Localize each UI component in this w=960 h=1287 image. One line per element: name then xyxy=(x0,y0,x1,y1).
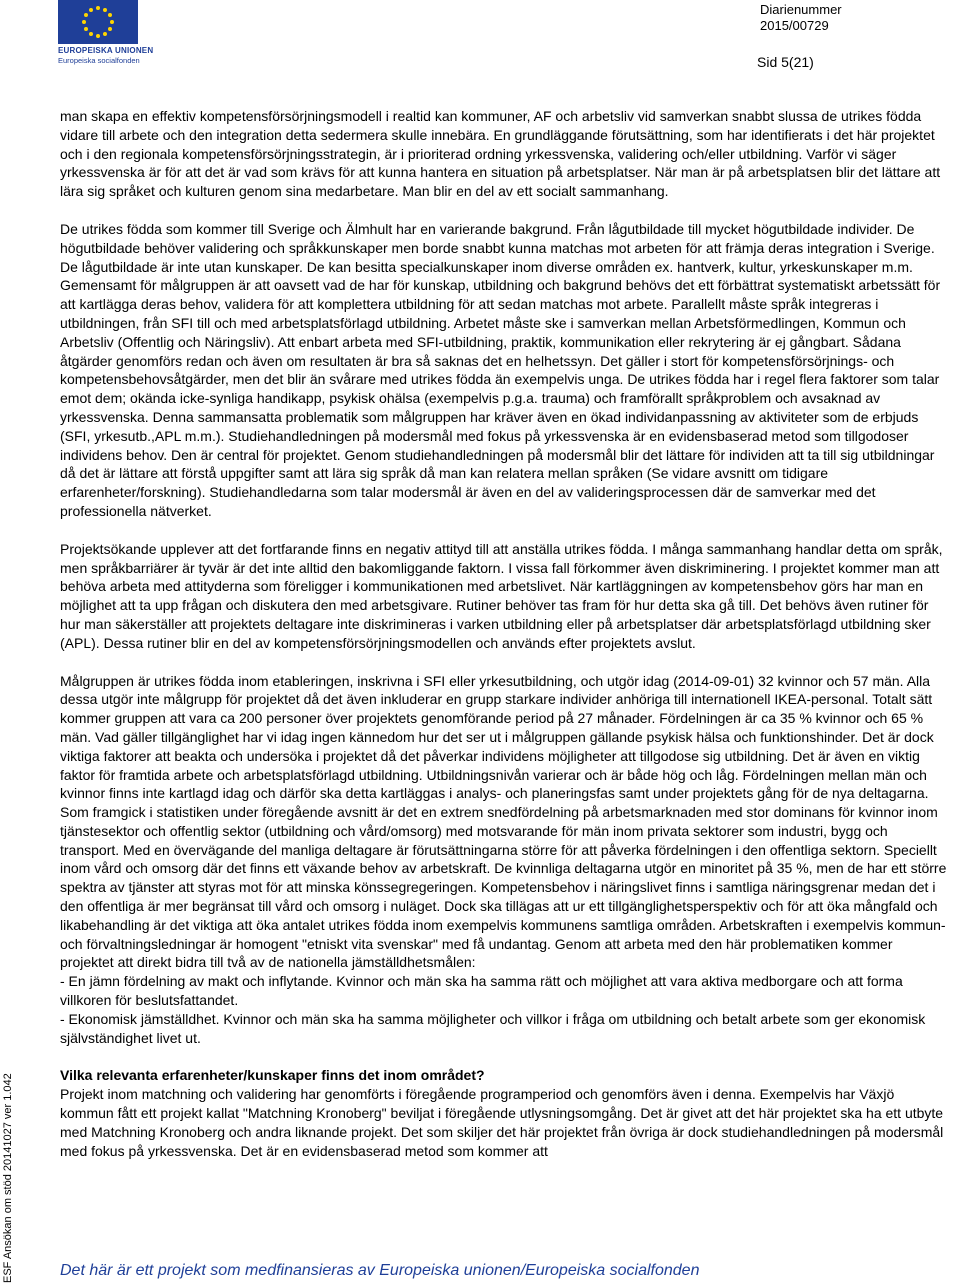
paragraph-5: Projekt inom matchning och validering har genomförts i föregående programperiod och genomförs även i denna. Exempelvis har Växjö kommun fått ett projekt kallat "Matchning Kronoberg" beviljat i föregående utlysningsomgång. Det är givet att det här projektet ska ha ett utbyte med Matchning Kronoberg och andra liknande projekt. Det som skiljer det här projektet från övriga är dock studiehandledningen på modersmål med fokus på yrkessvenska. Det är en evidensbaserad metod som kommer att xyxy=(60,1086,944,1159)
diarienummer-label: Diarienummer xyxy=(760,2,842,17)
page-number: Sid 5(21) xyxy=(757,54,814,70)
list-item-1: - En jämn fördelning av makt och inflytande. Kvinnor och män ska ha samma rätt och möjlighet att vara aktiva medborgare och att forma villkoren för beslutsfattandet. xyxy=(60,973,903,1009)
paragraph-2: De utrikes födda som kommer till Sverige och Älmhult har en varierande bakgrund. Från lågutbildade till mycket högutbildade individer. De högutbildade behöver validering och språkkunskaper men borde snabbt kunna matchas mot arbeten för att främja deras integration i Sverige. De lågutbildade är inte utan kunskaper. De kan besitta specialkunskaper inom diverse områden ex. hantverk, kultur, yrkeskunskaper m.m. Gemensamt för målgruppen är att oavsett vad de har för kunskap, utbildning och bakgrund behövs det ett förbättrat systematiskt arbetssätt för att kartlägga deras behov, validera för att komplettera utbildning för att sedan matchas mot arbete. Parallellt måste språk integreras i utbildningen, från SFI till och med arbetsplatsförlagd utbildning. Arbetet måste ske i samverkan mellan Arbetsförmedlingen, Kommun och Arbetsliv (Offentlig och Näringsliv). Att enbart arbeta med SFI-utbildning, praktik, kommunikation eller rekrytering är ej gångbart. Sådana åtgärder genomförs redan och även om resultaten är bra så saknas det en helhetssyn. Det gäller i stort för kompetensförsörjnings- och kompetensbehovsåtgärder, men det blir än svårare med utrikes födda än exempelvis unga. De utrikes födda har i regel flera faktorer som talar emot dem; okända icke-synliga handikapp, psykisk ohälsa (exempelvis p.g.a. trauma) och framförallt språkproblem och avsaknad av yrkessvenska. Denna sammansatta problematik som målgruppen har kräver även en ökad individanpassning av aktiviteter som de erbjuds (SFI, yrkesutb.,APL m.m.). Studiehandledningen på modersmål med fokus på yrkessvenska är en evidensbaserad metod som tillgodoser individens behov. Den är central för projektet. Genom studiehandledningen på modersmål blir det lättare för individen att ta till sig utbildningar då det är lättare att förstå uppgifter samt att lära sig språk då man kan relatera mellan språken (Se vidare avsnitt om tidigare erfarenheter/forskning). Studiehandledarna som talar modersmål är även en del av valideringsprocessen där de samverkar med det professionella nätverket. xyxy=(60,220,941,519)
list-item-2: - Ekonomisk jämställdhet. Kvinnor och män ska ha samma möjligheter och villkor i fråga om utbildning och betalt arbete som ger ekonomisk självständighet livet ut. xyxy=(60,1010,926,1046)
eu-logo-subtitle: Europeiska socialfonden xyxy=(58,56,140,65)
eu-flag-icon xyxy=(58,0,138,44)
eu-logo xyxy=(58,0,180,68)
side-version-text: ESF Ansökan om stöd 20141027 ver 1.042 xyxy=(2,1073,14,1283)
paragraph-1: man skapa en effektiv kompetensförsörjningsmodell i realtid kan kommuner, AF och arbetsliv vid samverkan snabbt slussa de utrikes födda vidare till arbete och den integration detta sedermera skulle innebära. En grundläggande förutsättning, som har identifierats i det här projektet och i den regionala kompetensförsörjningsstrategin, är i prioriterad ordning yrkessvenska, validering och/eller utbildning. Varför vi säger yrkessvenska är för att det är vad som krävs för att kunna hantera en situation på arbetsplatser. När man är på arbetsplatsen blir det lättare att lära sig språket och kulturen genom sina medarbetare. Man blir en del av ett socialt sammanhang. xyxy=(60,108,941,200)
footer-text: Det här är ett projekt som medfinansieras av Europeiska unionen/Europeiska socialfonden xyxy=(60,1262,700,1279)
paragraph-3: Projektsökande upplever att det fortfarande finns en negativ attityd till att anställa utrikes födda. I många sammanhang handlar detta om språk, men språkbarriärer är tyvär är det inte alltid den bakomliggande faktorn. I vissa fall förkommer även diskriminering. I projektet kommer man att behöva arbeta med attityderna som föreligger i kommunikationen med arbetslivet. När kartläggningen av kompetensbehov görs har man en möjlighet att ta upp frågan och diskutera den med arbetsgivare. Rutiner behöver tas fram för hur detta ska gå till. Det behövs även rutiner för hur man säkerställer att projektets deltagare inte diskrimineras i varken utbildning eller på arbetsplatser där arbetsplatsförlagd utbildning sker (APL). Dessa rutiner blir en del av kompetensförsörjningsmodellen och används efter projektets avslut. xyxy=(60,540,943,651)
section-heading: Vilka relevanta erfarenheter/kunskaper finns det inom området? xyxy=(60,1067,485,1084)
eu-logo-title: EUROPEISKA UNIONEN xyxy=(58,46,154,55)
document-body xyxy=(60,107,948,1160)
diarienummer-value: 2015/00729 xyxy=(760,18,829,33)
paragraph-4: Målgruppen är utrikes födda inom etableringen, inskrivna i SFI eller yrkesutbildning, och utgör idag (2014-09-01) 32 kvinnor och 57 män. Alla dessa utgör inte målgrupp för projektet då det även inkluderar en grupp starkare individer anhöriga till internationell IKEA-personal. Totalt sätt kommer gruppen att vara ca 200 personer över projektets genomförande period på 27 månader. Fördelningen är ca 35 % kvinnor och 65 % män. Vad gäller tillgänglighet har vi idag ingen kännedom hur det ser ut i målgruppen gällande psykisk hälsa och funktionshinder. Det är dock viktiga faktorer att beakta och undersöka i projektet då det påverkar individens möjligheter att tillgodose sig utbildning. Det är även en viktig faktor för framtida arbete och arbetsplatsförlagd utbildning. Utbildningsnivån varierar och är både hög och låg. Fördelningen mellan män och kvinnor finns inte kartlagd idag och därför ska detta kartläggas i analys- och planeringsfas samt under projektets gång för de nya deltagarna. Som framgick i statistiken under föregående avsnitt är det en extrem snedfördelning på arbetsmarknaden med stor dominans för kvinnor inom tjänstesektor och offentlig sektor (utbildning och vård/omsorg) med motsvarande för män inom privata sektorer som industri, bygg och transport. Med en övervägande del manliga deltagare är förutsättningarna större för att påverka fördelningen i den offentliga sektorn. Speciellt inom vård och omsorg där det finns ett växande behov av arbetskraft. De kvinnliga deltagarna utgör en minoritet på 35 %, men de har ett större spektra av tjänster att styras mot för att minska könssegregeringen. Kompetensbehov i näringslivet finns i samtliga näringsgrenar medan det i den offentliga är mer begränsat till vård och omsorg i nuläget. Dock ska tillägas att ur ett tillgänglighetsperspektiv och för att öka mångfald och likabehandling är det viktiga att öka antalet utrikes födda inom exempelvis kommunens samtliga områden. Arbetskraften i exempelvis kommun- och förvaltningsledningar är homogent "etniskt vita svenskar" med få undantag. Genom att arbeta med den här problematiken kommer projektet att direkt bidra till två av de nationella jämställdhetsmålen: xyxy=(60,672,947,971)
